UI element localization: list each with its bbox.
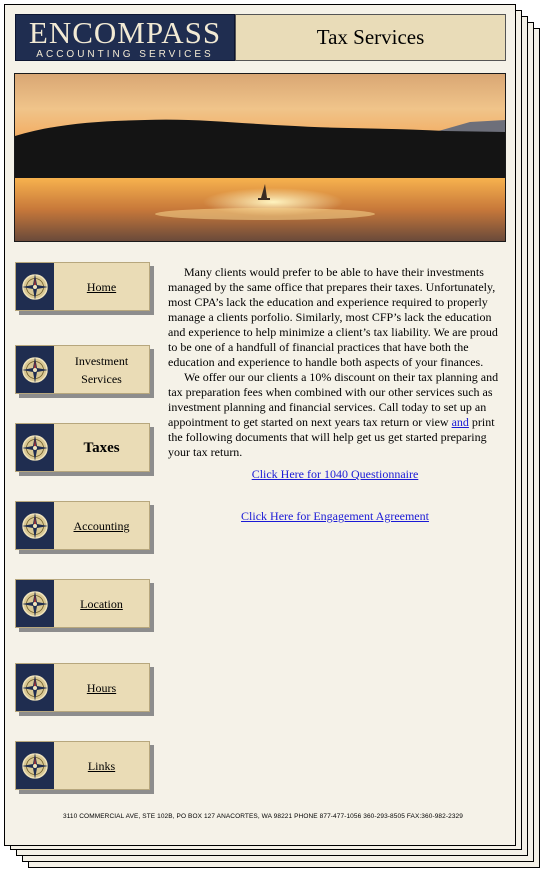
compass-rose-icon [16, 664, 54, 711]
compass-rose-icon [16, 424, 54, 471]
nav-label-location[interactable]: Location [80, 596, 123, 611]
button-face[interactable] [15, 262, 150, 311]
nav-accounting-button[interactable] [15, 501, 151, 551]
compass-rose-icon [16, 502, 54, 549]
nav-label-investment-line2: Services [81, 371, 122, 386]
nav-location-button[interactable] [15, 579, 151, 629]
nav-label-taxes[interactable]: Taxes [83, 439, 120, 456]
footer-address: 3110 COMMERCIAL AVE, STE 102B, PO BOX 127 ANACORTES, WA 98221 PHONE 877-477-1056 360-293-8505 FAX:360-982-2329 [62, 813, 463, 820]
nav-label-home[interactable]: Home [86, 279, 117, 294]
page [4, 4, 516, 846]
page-title [235, 14, 506, 61]
nav-label-accounting[interactable]: Accounting [73, 518, 130, 533]
page-title-text: Tax Services [316, 25, 425, 49]
inline-and-link[interactable]: and [451, 415, 469, 429]
nav-taxes-button[interactable] [15, 423, 151, 473]
compass-rose-icon [16, 742, 54, 789]
questionnaire-link[interactable]: Click Here for 1040 Questionnaire [251, 467, 419, 481]
nav-label-investment-line1: Investment [74, 353, 129, 368]
sunset-lake-image [14, 73, 506, 242]
compass-rose-icon [16, 263, 54, 310]
logo-tagline: ACCOUNTING SERVICES [36, 49, 214, 60]
main-content [168, 265, 502, 524]
discount-paragraph [168, 370, 502, 460]
button-face[interactable] [15, 741, 150, 790]
button-face[interactable] [15, 663, 150, 712]
nav-hours-button[interactable] [15, 663, 151, 713]
button-face[interactable] [15, 579, 150, 628]
discount-text-start: We offer our our clients a 10% discount on their tax planning and tax preparation fees when combined with our other services such as investment planning and financial services. Call today to set up an appointment to get started on next years tax return or view [168, 370, 499, 429]
compass-rose-icon [16, 580, 54, 627]
button-face[interactable] [15, 345, 150, 394]
nav-home-button[interactable] [15, 262, 151, 312]
button-face[interactable] [15, 501, 150, 550]
nav-investment-services-button[interactable] [15, 345, 151, 395]
intro-paragraph: Many clients would prefer to be able to have their investments managed by the same office that prepares their taxes. Unfortunately, most CPA’s lack the education and experience required to properly manage a clients porfolio. Similarly, most CFP’s lack the education and experience to help minimize a client’s tax liability. We are proud to be one of a handfull of financial practices that have both the education and experience to handle both aspects of your finances. [168, 265, 498, 369]
nav-label-links[interactable]: Links [87, 758, 116, 773]
button-face[interactable] [15, 423, 150, 472]
company-logo[interactable] [15, 14, 235, 61]
compass-rose-icon [16, 346, 54, 393]
nav-label-investment-services[interactable] [54, 346, 149, 393]
nav-label-hours[interactable]: Hours [86, 680, 117, 695]
engagement-agreement-link[interactable]: Click Here for Engagement Agreement [241, 509, 429, 523]
nav-links-button[interactable] [15, 741, 151, 791]
discount-text-end: print the following documents that will help get us get started preparing your tax return. [168, 415, 495, 459]
logo-wordmark: ENCOMPASS [28, 15, 222, 50]
